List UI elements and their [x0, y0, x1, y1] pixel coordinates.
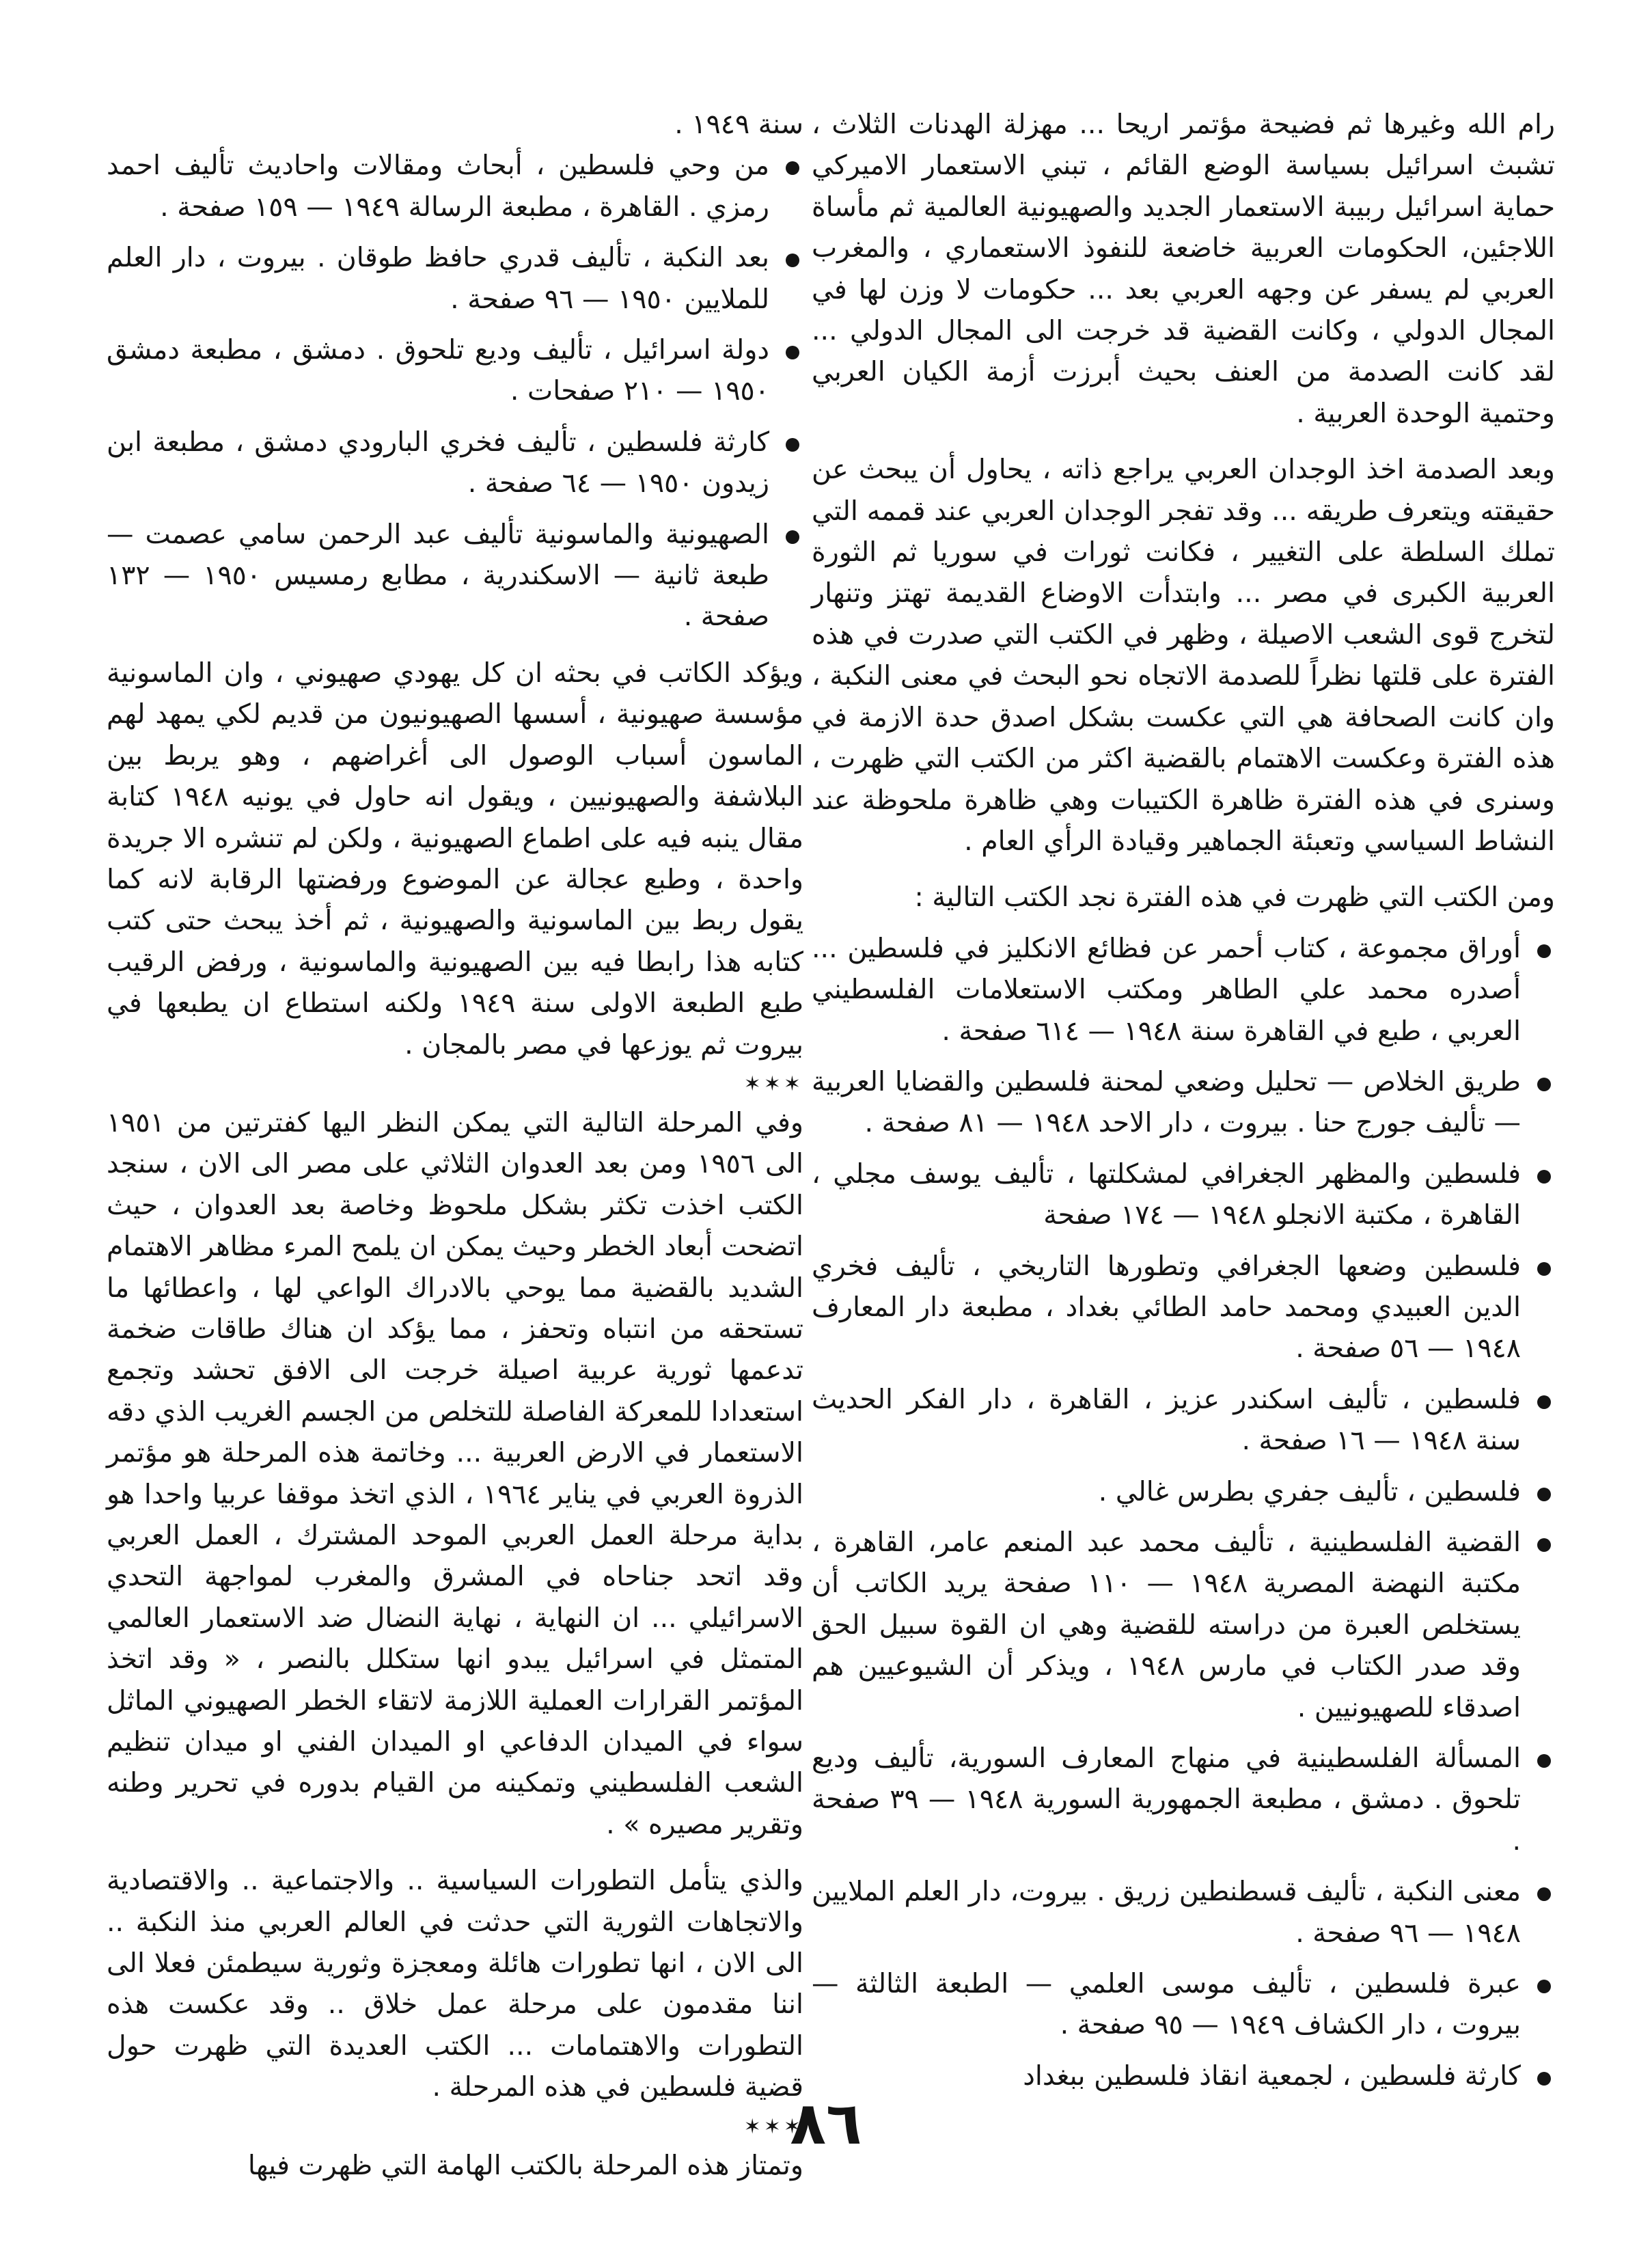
book-list-item: الصهيونية والماسونية تأليف عبد الرحمن سامي عصمت — طبعة ثانية — الاسكندرية ، مطابع رمسيس ١٩٥٠ — ١٣٢ صفحة . — [107, 514, 803, 638]
bullet-icon — [786, 438, 799, 452]
book-list-item: فلسطين والمظهر الجغرافي لمشكلتها ، تأليف يوسف مجلي ، القاهرة ، مكتبة الانجلو ١٩٤٨ — ١٧٤ صفحة — [812, 1153, 1555, 1236]
bullet-icon — [1537, 1262, 1551, 1276]
bullet-icon — [1537, 1754, 1551, 1768]
book-list-item: فلسطين وضعها الجغرافي وتطورها التاريخي ، تأليف فخري الدين العبيدي ومحمد حامد الطائي بغداد ، مطبعة دار المعارف ١٩٤٨ — ٥٦ صفحة . — [812, 1246, 1555, 1369]
book-list-item: أوراق مجموعة ، كتاب أحمر عن فظائع الانكليز في فلسطين ... أصدره محمد علي الطاهر ومكتب الاستعلامات الفلسطيني العربي ، طبع في القاهرة سنة ١٩٤٨ — ٦١٤ صفحة . — [812, 928, 1555, 1052]
paragraph: رام الله وغيرها ثم فضيحة مؤتمر اريحا ... مهزلة الهدنات الثلاث ، تشبث اسرائيل بسياسة الوضع القائم ، تبني الاستعمار الاميركي حماية اسرائيل ربيبة الاستعمار الجديد والصهيونية العالمية ثم مأساة اللاجئين، الحكومات العربية خاضعة للنفوذ الاستعماري ، والمغرب العربي لم يسفر عن وجهه العربي بعد ... حكومات لا وزن لها في المجال الدولي ، وكانت القضية قد خرجت الى المجال الدولي ... لقد كانت الصدمة من العنف بحيث أبرزت أزمة الكيان العربي وحتمية الوحدة العربية . — [812, 109, 1555, 429]
bullet-icon — [786, 254, 799, 267]
bullet-icon — [1537, 944, 1551, 958]
section-divider-stars: ✶✶✶ — [743, 2114, 803, 2139]
bullet-icon — [786, 346, 799, 359]
book-list-item: طريق الخلاص — تحليل وضعي لمحنة فلسطين والقضايا العربية — تأليف جورج حنا . بيروت ، دار الاحد ١٩٤٨ — ٨١ صفحة . — [812, 1061, 1555, 1144]
bullet-icon — [786, 530, 799, 544]
paragraph: ويؤكد الكاتب في بحثه ان كل يهودي صهيوني ، وان الماسونية مؤسسة صهيونية ، أسسها الصهيونيون من قديم لكي يمهد لهم الماسون أسباب الوصول الى أغراضهم ، وهو يربط بين البلاشفة والصهيونيين ، ويقول انه حاول في يونيه ١٩٤٨ كتابة مقال ينبه فيه على اطماع الصهيونية ، ولكن لم تنشره الا جريدة واحدة ، وطبع عجالة عن الموضوع ورفضتها الرقابة لانه كما يقول ربط بين الماسونية والصهيونية ، ثم أخذ يبحث حتى كتب كتابه هذا رابطا فيه بين الصهيونية والماسونية ، ورفض الرقيب طبع الطبعة الاولى سنة ١٩٤٩ ولكنه استطاع ان يطبعها في بيروت ثم يوزعها في مصر بالمجان . — [107, 657, 803, 1061]
book-list-item: عبرة فلسطين ، تأليف موسى العلمي — الطبعة الثالثة — بيروت ، دار الكشاف ١٩٤٩ — ٩٥ صفحة . — [812, 1963, 1555, 2046]
continuation-line: سنة ١٩٤٩ . — [674, 109, 803, 140]
bullet-icon — [1537, 1538, 1551, 1552]
book-list-item: من وحي فلسطين ، أبحاث ومقالات واحاديث تأليف احمد رمزي . القاهرة ، مطبعة الرسالة ١٩٤٩ — ١٥٩ صفحة . — [107, 145, 803, 228]
book-list-item: المسألة الفلسطينية في منهاج المعارف السورية، تأليف وديع تلحوق . دمشق ، مطبعة الجمهورية السورية ١٩٤٨ — ٣٩ صفحة . — [812, 1738, 1555, 1861]
bullet-icon — [1537, 1395, 1551, 1409]
bullet-icon — [1537, 1170, 1551, 1184]
book-list-item: معنى النكبة ، تأليف قسطنطين زريق . بيروت، دار العلم الملايين ١٩٤٨ — ٩٦ صفحة . — [812, 1871, 1555, 1954]
bullet-icon — [786, 161, 799, 175]
book-list-item: القضية الفلسطينية ، تأليف محمد عبد المنعم عامر، القاهرة ، مكتبة النهضة المصرية ١٩٤٨ — ١١٠ صفحة يريد الكاتب أن يستخلص العبرة من دراسته للقضية وهي ان القوة سبيل الحق وقد صدر الكتاب في مارس ١٩٤٨ ، ويذكر أن الشيوعيين هم اصدقاء للصهيونيين . — [812, 1522, 1555, 1728]
book-list-item: دولة اسرائيل ، تأليف وديع تلحوق . دمشق ، مطبعة دمشق ١٩٥٠ — ٢١٠ صفحات . — [107, 329, 803, 412]
book-list-item: فلسطين ، تأليف اسكندر عزيز ، القاهرة ، دار الفكر الحديث سنة ١٩٤٨ — ١٦ صفحة . — [812, 1379, 1555, 1462]
bullet-icon — [1537, 2072, 1551, 2086]
bullet-icon — [1537, 1980, 1551, 1993]
bullet-icon — [1537, 1887, 1551, 1901]
left-column — [107, 104, 803, 2186]
book-list-item: بعد النكبة ، تأليف قدري حافظ طوقان . بيروت ، دار العلم للملايين ١٩٥٠ — ٩٦ صفحة . — [107, 237, 803, 320]
paragraph: وبعد الصدمة اخذ الوجدان العربي يراجع ذاته ، يحاول أن يبحث عن حقيقته ويتعرف طريقه ... وقد تفجر الوجدان العربي عند قممه التي تملك السلطة على التغيير ، فكانت ثورات في سوريا ثم الثورة العربية الكبرى في مصر ... وابتدأت الاوضاع القديمة تهتز وتنهار لتخرج قوى الشعب الاصيلة ، وظهر في الكتب التي صدرت في هذه الفترة على قلتها نظراً للصدمة الاتجاه نحو البحث في معنى النكبة ، وان كانت الصحافة هي التي عكست بشكل اصدق حدة الازمة في هذه الفترة وعكست الاهتمام بالقضية اكثر من الكتب التي ظهرت ، وسنرى في هذه الفترة ظاهرة الكتيبات وهي ظاهرة ملحوظة عند النشاط السياسي وتعبئة الجماهير وقيادة الرأي العام . — [812, 454, 1555, 857]
paragraph: ومن الكتب التي ظهرت في هذه الفترة نجد الكتب التالية : — [914, 882, 1555, 914]
page-number: ٨٦ — [790, 2090, 862, 2158]
paragraph: وفي المرحلة التالية التي يمكن النظر اليها كفترتين من ١٩٥١ الى ١٩٥٦ ومن بعد العدوان الثلاثي على مصر الى الان ، سنجد الكتب اخذت تكثر بشكل ملحوظ وخاصة بعد العدوان ، حيث اتضحت أبعاد الخطر وحيث يمكن ان يلمح المرء مظاهر الاهتمام الشديد بالقضية مما يوحي بالادراك الواعي لها ، واعطائها ما تستحقه من انتباه وتحفز ، مما يؤكد ان هناك طاقات ضخمة تدعمها ثورية عربية اصيلة خرجت الى الافق تحشد وتجمع استعدادا للمعركة الفاصلة للتخلص من الجسم الغريب الذي دقه الاستعمار في الارض العربية ... وخاتمة هذه المرحلة هو مؤتمر الذروة العربي في يناير ١٩٦٤ ، الذي اتخذ موقفا عربيا واحدا هو بداية مرحلة العمل العربي الموحد المشترك ، العمل العربي وقد اتحد جناحاه في المشرق والمغرب لمواجهة التحدي الاسرائيلي ... ان النهاية ، نهاية النضال ضد الاستعمار العالمي المتمثل في اسرائيل يبدو انها ستكلل بالنصر ، « وقد اتخذ المؤتمر القرارات العملية اللازمة لاتقاء الخطر الصهيوني الماثل سواء في الميدان الدفاعي او الميدان الفني او ميدان تنظيم الشعب الفلسطيني وتمكينه من القيام بدوره في تحرير وطنه وتقرير مصيره » . — [107, 1106, 803, 1840]
book-list-item: فلسطين ، تأليف جفري بطرس غالي . — [812, 1471, 1555, 1512]
paragraph: والذي يتأمل التطورات السياسية .. والاجتماعية .. والاقتصادية والاتجاهات الثورية التي حدثت في العالم العربي منذ النكبة .. الى الان ، انها تطورات هائلة ومعجزة وثورية سيطمئن فعلا الى اننا مقدمون على مرحلة عمل خلاق .. وقد عكست هذه التطورات والاهتمامات ... الكتب العديدة التي ظهرت حول قضية فلسطين في هذه المرحلة . — [107, 1865, 803, 2103]
section-divider-stars: ✶✶✶ — [743, 1071, 803, 1096]
paragraph: وتمتاز هذه المرحلة بالكتب الهامة التي ظهرت فيها — [247, 2149, 803, 2181]
book-list-item: كارثة فلسطين ، لجمعية انقاذ فلسطين ببغداد — [812, 2055, 1555, 2096]
book-list-item: كارثة فلسطين ، تأليف فخري البارودي دمشق ، مطبعة ابن زيدون ١٩٥٠ — ٦٤ صفحة . — [107, 422, 803, 504]
bullet-icon — [1537, 1488, 1551, 1501]
right-column — [812, 104, 1555, 2096]
bullet-icon — [1537, 1078, 1551, 1091]
